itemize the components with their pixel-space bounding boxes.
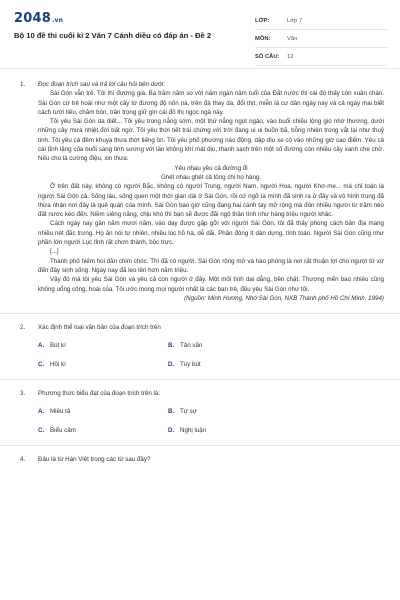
passage-paragraph: Ở trên đất này, không có người Bắc, không có người Trung, người Nam, người Hoa, người Khơ-me... mà chỉ toàn là người Sài Gòn cả. Sống lâu, sống quen một thời gian dài ở Sài Gòn, rồi cứ ngỡ là mình đã sinh ra ở đây và vô hình trung đã thừa nhận nơi đây là quê quán của mình. Sài Gòn bao giờ cũng đang hai cánh tay mở rộng mà đón nhiều người từ trăm nẻo đất nước kéo đến. Niềm siêng năng, chịu khó thì bạn sẽ được đãi ngộ thân tình như hàng triệu người khác. [38, 183, 384, 219]
header-divider [0, 68, 400, 69]
option-letter: B. [168, 408, 175, 416]
answer-options [38, 341, 384, 369]
option-letter: C. [38, 360, 45, 368]
logo-suffix: .vn [51, 17, 64, 24]
option-c[interactable] [38, 426, 168, 435]
option-text: Tự sự [180, 408, 197, 416]
option-d[interactable] [168, 426, 298, 435]
info-panel [255, 12, 387, 66]
option-b[interactable] [168, 407, 298, 416]
option-text: Tản văn [180, 342, 203, 350]
info-row-class [255, 12, 387, 30]
info-row-count [255, 48, 387, 66]
question-3 [20, 389, 384, 435]
question-1 [20, 80, 384, 303]
question-2 [20, 323, 384, 369]
poem-line: Yêu nhau yêu cả đường đi [174, 164, 248, 172]
question-divider [0, 379, 400, 380]
question-list [20, 80, 384, 464]
passage-paragraph: Vậy đó mà tôi yêu Sài Gòn và yêu cả con người ở đây. Một mối tình dai dẳng, bền chặt. Thương mến bao nhiêu cũng không uổng công, hoài của. Tôi ước mong mọi người nhất là các bạn trẻ, đều yêu Sài Gòn như tôi. [38, 276, 384, 293]
reading-passage [38, 80, 384, 303]
page-header [0, 0, 400, 68]
option-a[interactable] [38, 341, 168, 350]
option-letter: A. [38, 342, 45, 350]
info-key: MÔN: [255, 35, 271, 42]
question-prompt: Phương thức biểu đạt của đoạn trích trên là: [38, 390, 161, 398]
question-divider [0, 313, 400, 314]
option-b[interactable] [168, 341, 298, 350]
question-4 [20, 455, 384, 464]
question-prompt: Xác định thể loại văn bản của đoạn trích trên [38, 324, 161, 332]
info-row-subject [255, 30, 387, 48]
document-title: Bộ 10 đề thi cuối kì 2 Văn 7 Cánh diều có đáp án - Đề 2 [14, 31, 212, 40]
poem-line: Ghét nhau ghét cả tông chi họ hàng. [160, 173, 262, 181]
info-key: LỚP: [255, 17, 270, 24]
passage-paragraph: Tôi yêu Sài Gòn da diết... Tôi yêu trong nắng sớm, một thứ nắng ngọt ngào, vào buổi chiều lộng gió nhớ thương, dưới những cây mưa nhiệt đới bất ngờ. Tôi yêu thời tiết trái chứng với trời đang ui ui buồn bã, bỗng nhiên trong vắt lại như thuỷ tinh. Tôi yêu cả đêm khuya thưa thớt tiếng ồn. Tôi yêu phố phường náo động, dập dìu xe cộ vào những giờ cao điểm. Yêu cả cái tĩnh lặng của buổi sáng tinh sương với làn không khí mát dịu, thanh sạch trên một số đường còn nhiều cây xanh che chở. Nếu cho là cường điệu, xin thưa: [38, 118, 384, 163]
passage-paragraph: Sài Gòn vẫn trẻ. Tôi thì đương già. Ba trăm năm so với năm ngàn năm tuổi của Đất nước thì cái đó thấy còn xuân chán. Sài Gòn cứ trẻ hoài như một cây tơ đương độ nõn nà, trên đà thay da, đổi thịt, miễn là cư dân ngày nay và cả ngày mai biết cách tưới tiêu, chăm bón, trân trọng giữ gìn cái đô thị ngọc ngà này. [38, 90, 384, 116]
option-text: Nghị luận [180, 426, 207, 434]
option-text: Miêu tả [50, 408, 71, 416]
passage-paragraph: Cách ngày nay gần năm mươi năm, vào dạy được gặp gỡi với người Sài Gòn, tôi đã thấy phong cách bản địa mang nhiều nét đặc trưng. Họ ăn nói tự nhiên, nhiều lúc hồ hà, dễ dãi. Phần đông ít dàn dựng, tính toán. Người Sài Gòn cũng như phần lớn người Lục tỉnh rất chơn thành, bộc trực. [38, 220, 384, 247]
question-number: 1. [20, 81, 26, 88]
option-letter: D. [168, 426, 175, 434]
question-divider [0, 445, 400, 446]
question-prompt: Đọc đoạn trích sau và trả lời câu hỏi bên dưới: [38, 81, 165, 88]
option-text: Biểu cảm [50, 426, 76, 434]
answer-options [38, 407, 384, 435]
option-text: Bút kí [50, 342, 66, 350]
logo-text: 2048 [14, 11, 51, 26]
info-value: 12 [287, 53, 294, 60]
option-text: Tùy bút [180, 360, 201, 368]
option-a[interactable] [38, 407, 168, 416]
info-value: Văn [287, 35, 298, 42]
site-logo[interactable] [14, 11, 63, 26]
question-number: 4. [20, 455, 26, 463]
option-d[interactable] [168, 360, 298, 369]
option-letter: D. [168, 360, 175, 368]
info-value: Lớp 7 [287, 17, 303, 24]
passage-ellipsis: [...] [50, 248, 59, 256]
question-number: 2. [20, 324, 26, 332]
option-c[interactable] [38, 360, 168, 369]
option-letter: B. [168, 342, 175, 350]
info-key: SỐ CÂU: [255, 53, 280, 60]
option-letter: A. [38, 408, 45, 416]
passage-source: (Nguồn: Minh Hương, Nhớ Sài Gòn, NXB Thành phố Hồ Chí Minh, 1994) [184, 294, 384, 302]
question-number: 3. [20, 390, 26, 398]
passage-paragraph: Thành phố hiếm hoi dần chim chóc. Thì đã có người. Sài Gòn rộng mở và hào phóng là nơi rất thuận lợi cho người từ xứ đến đây sinh sống. Ngày nay đã leo lên hơn năm triệu. [38, 257, 384, 274]
question-prompt: Đâu là từ Hán Việt trong các từ sau đây? [38, 455, 151, 463]
option-letter: C. [38, 426, 45, 434]
option-text: Hồi kí [50, 360, 66, 368]
